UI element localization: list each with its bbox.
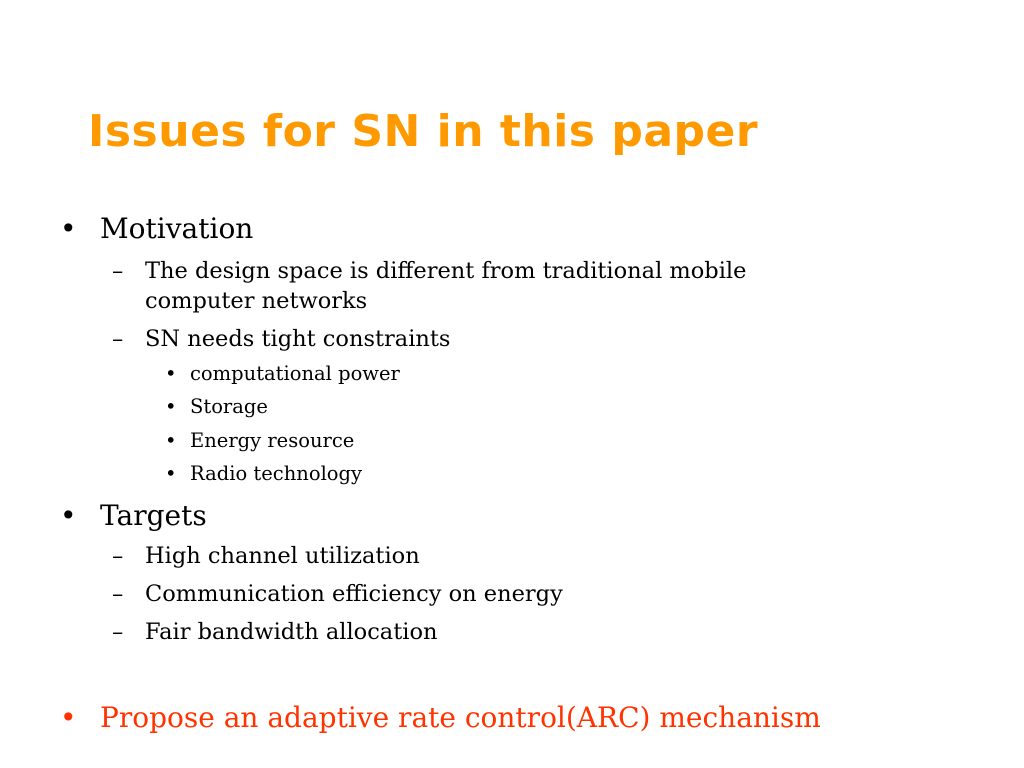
sub-bullet-design-space-line2: computer networks	[145, 288, 368, 314]
constraint-item: computational power	[190, 362, 400, 385]
dash-icon: –	[112, 326, 124, 352]
slide-title: Issues for SN in this paper	[88, 106, 759, 157]
dash-icon: –	[112, 258, 124, 284]
bullet-icon: •	[165, 429, 177, 452]
bullet-icon: •	[165, 462, 177, 485]
bullet-icon: •	[165, 395, 177, 418]
bullet-motivation: Motivation	[100, 212, 254, 245]
constraint-item: Radio technology	[190, 462, 363, 485]
bullet-proposal: Propose an adaptive rate control(ARC) mechanism	[100, 701, 821, 734]
bullet-icon: •	[60, 212, 77, 245]
dash-icon: –	[112, 619, 124, 645]
dash-icon: –	[112, 581, 124, 607]
dash-icon: –	[112, 543, 124, 569]
sub-bullet-design-space-line1: The design space is different from traditional mobile	[145, 258, 747, 284]
bullet-icon: •	[165, 362, 177, 385]
bullet-icon: •	[60, 701, 77, 734]
constraint-item: Energy resource	[190, 429, 355, 452]
target-item: Communication efficiency on energy	[145, 581, 563, 607]
target-item: High channel utilization	[145, 543, 420, 569]
bullet-icon: •	[60, 499, 77, 532]
sub-bullet-constraints: SN needs tight constraints	[145, 326, 451, 352]
bullet-targets: Targets	[100, 499, 207, 532]
constraint-item: Storage	[190, 395, 268, 418]
target-item: Fair bandwidth allocation	[145, 619, 438, 645]
